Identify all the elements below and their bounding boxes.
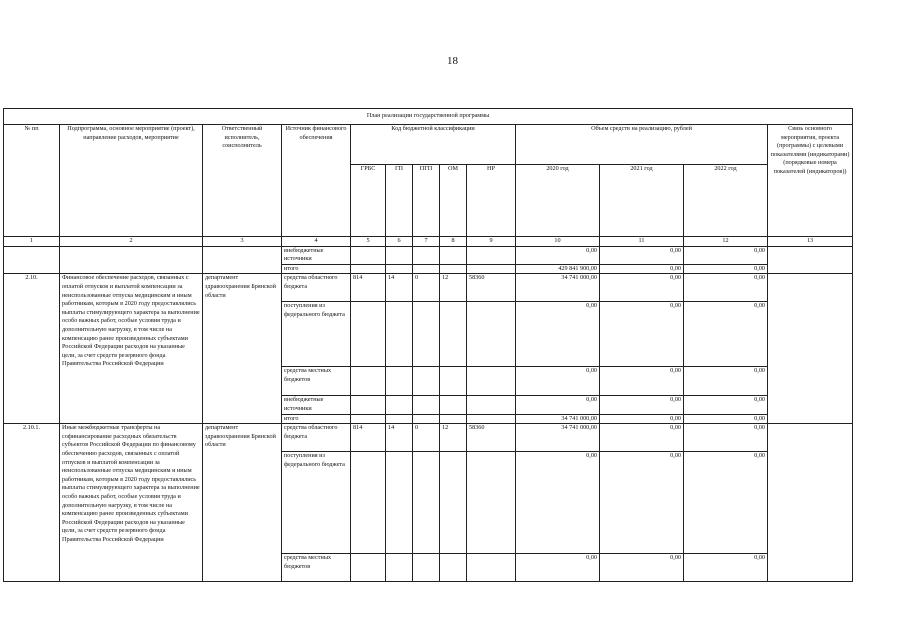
value-2022: 0,00 bbox=[684, 302, 768, 367]
page-number: 18 bbox=[447, 55, 458, 67]
value-2020: 0,00 bbox=[516, 246, 600, 264]
col-number: 10 bbox=[516, 237, 600, 247]
value-2022: 0,00 bbox=[684, 246, 768, 264]
col-number: 7 bbox=[413, 237, 440, 247]
source-cell: внебюджетные источники bbox=[282, 246, 351, 264]
value-2021: 0,00 bbox=[600, 367, 684, 396]
value-2021: 0,00 bbox=[600, 554, 684, 582]
value-2020: 34 741 000,00 bbox=[516, 414, 600, 424]
header-source: Источник финансового обеспечения bbox=[282, 125, 351, 237]
table-row bbox=[4, 274, 853, 302]
value-2022: 0,00 bbox=[684, 452, 768, 554]
col-number: 6 bbox=[386, 237, 413, 247]
header-volume: Объем средств на реализацию, рублей bbox=[516, 125, 768, 165]
value-2020: 34 741 000,00 bbox=[516, 424, 600, 452]
header-link: Связь основного мероприятия, проекта (программы) с целевыми показателями (индикаторами) (порядковые номера показателей (индикаторов)) bbox=[768, 125, 853, 237]
gp-cell: 14 bbox=[386, 424, 413, 452]
header-num: № пп bbox=[4, 125, 60, 237]
source-cell: поступления из федерального бюджета bbox=[282, 302, 351, 367]
source-cell: итого bbox=[282, 414, 351, 424]
header-gp: ГП bbox=[386, 165, 413, 237]
source-cell: средства местных бюджетов bbox=[282, 367, 351, 396]
nr-cell: 58360 bbox=[467, 424, 516, 452]
header-subprogram: Подпрограмма, основное мероприятие (проект), направление расходов, мероприятие bbox=[60, 125, 203, 237]
value-2021: 0,00 bbox=[600, 274, 684, 302]
value-2020: 34 741 000,00 bbox=[516, 274, 600, 302]
item-responsible: департамент здравоохранения Брянской области bbox=[203, 424, 282, 582]
item-name: Финансовое обеспечение расходов, связанных с оплатой отпусков и выплатой компенсации за неиспользованные отпуска медицинским и иным работникам, которым в 2020 году предоставлялись выплаты стимулирующего характера за выполнение особо важных работ, особые условия труда и дополнительную нагрузку, в том числе на компенсацию ранее произведенных субъектами Российской Федерации расходов на указанные цели, за счет средств резервного фонда Правительства Российской Федерации bbox=[60, 274, 203, 424]
om-cell: 12 bbox=[440, 424, 467, 452]
grbs-cell: 814 bbox=[351, 274, 386, 302]
value-2021: 0,00 bbox=[600, 396, 684, 414]
source-cell: средства областного бюджета bbox=[282, 424, 351, 452]
value-2022: 0,00 bbox=[684, 396, 768, 414]
value-2021: 0,00 bbox=[600, 246, 684, 264]
column-numbers-row bbox=[4, 237, 853, 247]
value-2022: 0,00 bbox=[684, 414, 768, 424]
source-cell: внебюджетные источники bbox=[282, 396, 351, 414]
value-2020: 429 841 900,00 bbox=[516, 264, 600, 274]
table-row bbox=[4, 246, 853, 264]
header-2020: 2020 год bbox=[516, 165, 600, 237]
value-2021: 0,00 bbox=[600, 302, 684, 367]
source-cell: средства местных бюджетов bbox=[282, 554, 351, 582]
table-row bbox=[4, 424, 853, 452]
value-2022: 0,00 bbox=[684, 424, 768, 452]
col-number: 4 bbox=[282, 237, 351, 247]
col-number: 9 bbox=[467, 237, 516, 247]
header-2021: 2021 год bbox=[600, 165, 684, 237]
value-2020: 0,00 bbox=[516, 367, 600, 396]
source-cell: итого bbox=[282, 264, 351, 274]
value-2021: 0,00 bbox=[600, 414, 684, 424]
value-2021: 0,00 bbox=[600, 424, 684, 452]
value-2022: 0,00 bbox=[684, 554, 768, 582]
value-2022: 0,00 bbox=[684, 367, 768, 396]
header-responsible: Ответственный исполнитель, соисполнитель bbox=[203, 125, 282, 237]
header-budget-code: Код бюджетной классификации bbox=[351, 125, 516, 165]
col-number: 3 bbox=[203, 237, 282, 247]
pgp-cell: 0 bbox=[413, 424, 440, 452]
value-2020: 0,00 bbox=[516, 452, 600, 554]
source-cell: поступления из федерального бюджета bbox=[282, 452, 351, 554]
header-2022: 2022 год bbox=[684, 165, 768, 237]
value-2020: 0,00 bbox=[516, 554, 600, 582]
grbs-cell: 814 bbox=[351, 424, 386, 452]
gp-cell: 14 bbox=[386, 274, 413, 302]
item-number: 2.10. bbox=[4, 274, 60, 424]
pgp-cell: 0 bbox=[413, 274, 440, 302]
col-number: 8 bbox=[440, 237, 467, 247]
om-cell: 12 bbox=[440, 274, 467, 302]
item-number: 2.10.1. bbox=[4, 424, 60, 582]
source-cell: средства областного бюджета bbox=[282, 274, 351, 302]
item-name: Иные межбюджетные трансферты на софинансирование расходных обязательств субъектов Российской Федерации по финансовому обеспечению расходов, связанных с оплатой отпусков и выплатой компенсации за неиспользованные отпуска медицинским и иным работникам, которым в 2020 году предоставлялись выплаты стимулирующего характера за выполнение особо важных работ, особые условия труда и дополнительную нагрузку, в том числе на компенсацию ранее произведенных субъектами Российской Федерации расходов на указанные цели, за счет средств резервного фонда Правительства Российской Федерации bbox=[60, 424, 203, 582]
header-om: ОМ bbox=[440, 165, 467, 237]
col-number: 5 bbox=[351, 237, 386, 247]
col-number: 1 bbox=[4, 237, 60, 247]
header-grbs: ГРБС bbox=[351, 165, 386, 237]
col-number: 11 bbox=[600, 237, 684, 247]
value-2021: 0,00 bbox=[600, 452, 684, 554]
item-responsible: департамент здравоохранения Брянской области bbox=[203, 274, 282, 424]
value-2020: 0,00 bbox=[516, 396, 600, 414]
col-number: 2 bbox=[60, 237, 203, 247]
program-plan-table bbox=[3, 108, 853, 582]
table-caption: План реализации государственной программы bbox=[4, 109, 853, 125]
value-2022: 0,00 bbox=[684, 264, 768, 274]
col-number: 12 bbox=[684, 237, 768, 247]
value-2022: 0,00 bbox=[684, 274, 768, 302]
nr-cell: 58360 bbox=[467, 274, 516, 302]
header-pgp: ПГП bbox=[413, 165, 440, 237]
col-number: 13 bbox=[768, 237, 853, 247]
header-nr: НР bbox=[467, 165, 516, 237]
value-2021: 0,00 bbox=[600, 264, 684, 274]
value-2020: 0,00 bbox=[516, 302, 600, 367]
